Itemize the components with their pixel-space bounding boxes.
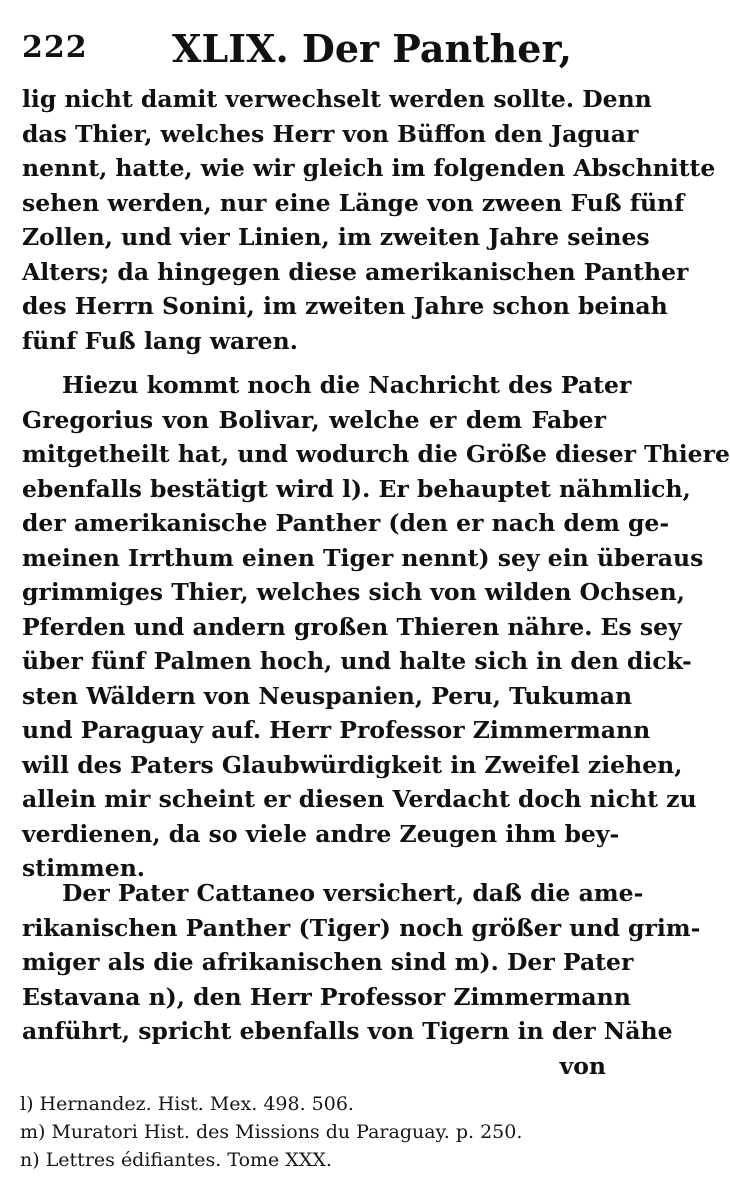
text-line: Der Pater Cattaneo versichert, daß die ame- — [62, 879, 644, 907]
text-line: nennt, hatte, wie wir gleich im folgenden Abschnitte — [22, 154, 716, 182]
footnote-n: n) Lettres édifiantes. Tome XXX. — [20, 1149, 332, 1171]
text-line: sehen werden, nur eine Länge von zween Fuß fünf — [22, 188, 685, 217]
text-line: fünf Fuß lang waren. — [22, 326, 298, 355]
page-number: 222 — [22, 30, 88, 65]
text-line: stimmen. — [22, 854, 145, 882]
text-line: das Thier, welches Herr von Büffon den Jaguar — [22, 119, 639, 148]
catchword: von — [559, 1051, 606, 1080]
paragraph-2 — [22, 368, 730, 886]
footnote-l: l) Hernandez. Hist. Mex. 498. 506. — [20, 1093, 354, 1115]
text-line: Zollen, und vier Linien, im zweiten Jahre seines — [22, 223, 650, 251]
text-line: grimmiges Thier, welches sich von wilden Ochsen, — [22, 578, 685, 606]
chapter-title: XLIX. Der Panther, — [172, 26, 572, 71]
text-line: und Paraguay auf. Herr Professor Zimmermann — [22, 716, 651, 744]
running-header — [22, 18, 622, 74]
text-line: des Herrn Sonini, im zweiten Jahre schon beinah — [22, 292, 668, 320]
footnote-m: m) Muratori Hist. des Missions du Paraguay. p. 250. — [20, 1121, 523, 1143]
text-line: anführt, spricht ebenfalls von Tigern in der Nähe — [22, 1017, 673, 1045]
text-line: ebenfalls bestätigt wird l). Er behauptet nähmlich, — [22, 474, 691, 503]
text-line: Estavana n), den Herr Professor Zimmermann — [22, 982, 631, 1011]
text-line: Alters; da hingegen diese amerikanischen Panther — [22, 257, 689, 286]
text-line: rikanischen Panther (Tiger) noch größer und grim- — [22, 913, 701, 942]
text-line: will des Paters Glaubwürdigkeit in Zweifel ziehen, — [22, 750, 683, 779]
text-line: lig nicht damit verwechselt werden sollte. Denn — [22, 85, 652, 113]
text-line: mitgetheilt hat, und wodurch die Größe dieser Thiere — [22, 440, 730, 468]
text-line: Pferden und andern großen Thieren nähre. Es sey — [22, 612, 682, 641]
text-line: allein mir scheint er diesen Verdacht doch nicht zu — [22, 785, 697, 813]
footnotes — [20, 1090, 620, 1174]
text-line: über fünf Palmen hoch, und halte sich in den dick- — [22, 647, 692, 675]
text-line: Gregorius von Bolivar, welche er dem Faber — [22, 405, 606, 434]
text-line: verdienen, da so viele andre Zeugen ihm bey- — [22, 819, 620, 848]
text-line: der amerikanische Panther (den er nach dem ge- — [22, 509, 670, 537]
text-line: miger als die afrikanischen sind m). Der Pater — [22, 948, 634, 976]
paragraph-1 — [22, 82, 716, 358]
text-line: Hiezu kommt noch die Nachricht des Pater — [62, 371, 632, 399]
paragraph-3 — [22, 876, 701, 1083]
text-line: meinen Irrthum einen Tiger nennt) sey ein überaus — [22, 543, 704, 572]
text-line: sten Wäldern von Neuspanien, Peru, Tukuman — [22, 681, 633, 710]
